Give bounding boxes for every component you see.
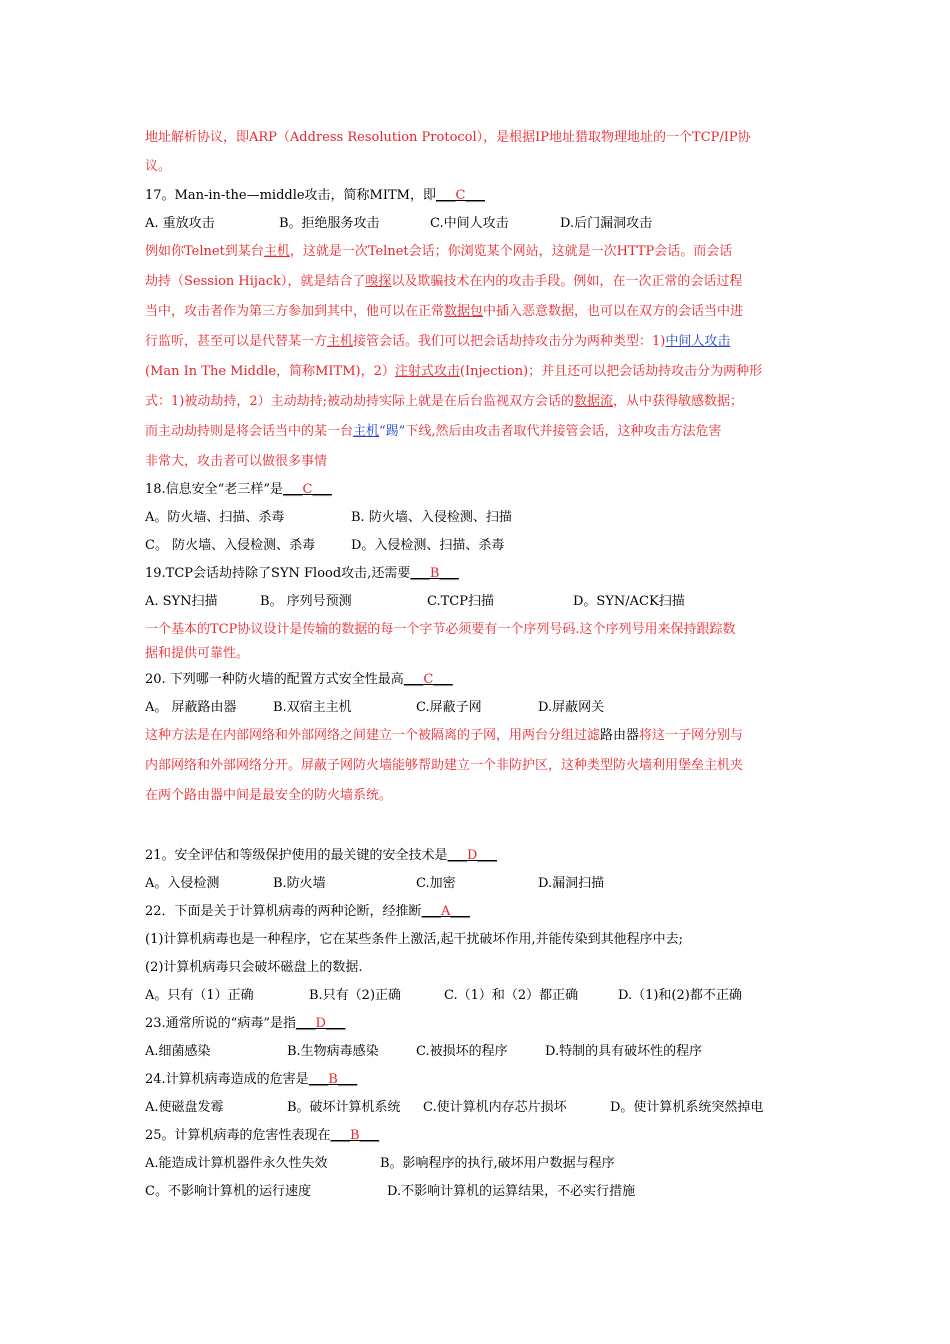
q19-option-b: B。 序列号预测 (260, 594, 352, 609)
q19-option-a: A. SYN扫描 (145, 594, 218, 609)
link-packet[interactable]: 数据包 (444, 304, 484, 319)
q17-option-b: B。拒绝服务攻击 (279, 216, 380, 231)
q18-option-a: A。防火墙、扫描、杀毒 (145, 510, 285, 525)
q25-stem: 25。计算机病毒的危害性表现在___B___ (145, 1128, 380, 1143)
q17-explanation-line-4: 行监听，甚至可以是代替某一方主机接管会话。我们可以把会话劫持攻击分为两种类型：1)中间人攻击 (145, 334, 731, 349)
q20-explanation-line-2: 内部网络和外部网络分开。屏蔽子网防火墙能够帮助建立一个非防护区，这种类型防火墙利用堡垒主机夹 (145, 758, 744, 773)
q17-explanation-line-5: (Man In The Middle，简称MITM)，2）注射式攻击(Injection)；并且还可以把会话劫持攻击分为两种形 (145, 364, 763, 379)
q21-option-c: C.加密 (416, 876, 456, 891)
q22-option-b: B.只有（2)正确 (309, 988, 402, 1003)
q22-option-a: A。只有（1）正确 (145, 988, 254, 1003)
q19-option-c: C.TCP扫描 (427, 594, 494, 609)
q24-option-d: D。使计算机系统突然掉电 (610, 1100, 764, 1115)
q21-stem: 21。安全评估和等级保护使用的最关键的安全技术是___D___ (145, 848, 497, 863)
q25-option-a: A.能造成计算机器件永久性失效 (145, 1156, 328, 1171)
q17-option-d: D.后门漏洞攻击 (560, 216, 653, 231)
q18-option-c: C。 防火墙、入侵检测、杀毒 (145, 538, 316, 553)
q21-option-d: D.漏洞扫描 (538, 876, 605, 891)
q20-answer: C (423, 672, 434, 687)
q22-statement-2: (2)计算机病毒只会破坏磁盘上的数据. (145, 960, 363, 975)
q18-stem: 18.信息安全“老三样”是___C___ (145, 482, 332, 497)
q17-explanation-line-3: 当中，攻击者作为第三方参加到其中，他可以在正常数据包中插入恶意数据，也可以在双方的会话当中进 (145, 304, 744, 319)
q24-option-c: C.使计算机内存芯片损坏 (423, 1100, 567, 1115)
q25-answer: B (350, 1128, 360, 1143)
q20-option-a: A。 屏蔽路由器 (145, 700, 237, 715)
q20-explanation-line-3: 在两个路由器中间是最安全的防火墙系统。 (145, 788, 393, 803)
link-injection[interactable]: 注射式攻击 (394, 364, 460, 379)
q22-option-c: C.（1）和（2）都正确 (444, 988, 579, 1003)
q19-stem: 19.TCP会话劫持除了SYN Flood攻击,还需要___B___ (145, 566, 459, 581)
q23-option-d: D.特制的具有破坏性的程序 (545, 1044, 703, 1059)
q17-explanation-line-7: 而主动劫持则是将会话当中的某一台主机“踢”下线,然后由攻击者取代并接管会话，这种攻击方法危害 (145, 424, 722, 439)
q19-explanation-line-1: 一个基本的TCP协议设计是传输的数据的每一个字节必须要有一个序列号码.这个序列号用来保持跟踪数 (145, 622, 736, 637)
link-host-2[interactable]: 主机 (327, 334, 354, 349)
q23-option-b: B.生物病毒感染 (287, 1044, 379, 1059)
q24-option-b: B。破坏计算机系统 (287, 1100, 401, 1115)
q20-stem: 20. 下列哪一种防火墙的配置方式安全性最高___C___ (145, 672, 453, 687)
q22-stem: 22．下面是关于计算机病毒的两种论断，经推断___A___ (145, 904, 470, 919)
q22-answer: A (441, 904, 451, 919)
q18-option-b: B. 防火墙、入侵检测、扫描 (351, 510, 512, 525)
q17-answer: C (455, 188, 466, 203)
q20-option-c: C.屏蔽子网 (416, 700, 482, 715)
q17-explanation-line-6: 式：1)被动劫持，2）主动劫持;被动劫持实际上就是在后台监视双方会话的数据流，从中获得敏感数据； (145, 394, 744, 409)
q19-answer: B (429, 566, 440, 581)
q18-answer: C (302, 482, 313, 497)
q17-explanation-line-8: 非常大，攻击者可以做很多事情 (145, 454, 328, 469)
q21-answer: D (467, 848, 478, 863)
link-sniff[interactable]: 嗅探 (365, 274, 392, 289)
q17-option-a: A. 重放攻击 (145, 216, 215, 231)
q24-stem: 24.计算机病毒造成的危害是___B___ (145, 1072, 358, 1087)
q25-option-b: B。影响程序的执行,破坏用户数据与程序 (380, 1156, 615, 1171)
link-host-3[interactable]: 主机 (353, 424, 380, 439)
q17-explanation-line-2: 劫持（Session Hijack），就是结合了嗅探以及欺骗技术在内的攻击手段。例如，在一次正常的会话过程 (145, 274, 743, 289)
q17-option-c: C.中间人攻击 (430, 216, 509, 231)
q25-option-c: C。不影响计算机的运行速度 (145, 1184, 311, 1199)
q24-option-a: A.使磁盘发霉 (145, 1100, 224, 1115)
q22-statement-1: (1)计算机病毒也是一种程序，它在某些条件上激活,起干扰破坏作用,并能传染到其他程序中去; (145, 932, 684, 947)
q23-stem: 23.通常所说的“病毒”是指___D___ (145, 1016, 346, 1031)
q23-answer: D (315, 1016, 326, 1031)
q20-option-d: D.屏蔽网关 (538, 700, 605, 715)
link-host[interactable]: 主机 (263, 244, 290, 259)
q17-stem: 17。Man-in-the—middle攻击，简称MITM，即___C___ (145, 188, 485, 203)
q17-explanation-line-1: 例如你Telnet到某台主机，这就是一次Telnet会话；你浏览某个网站，这就是一次HTTP会话。而会话 (145, 244, 733, 259)
q25-option-d: D.不影响计算机的运算结果，不必实行措施 (387, 1184, 636, 1199)
q21-option-a: A。入侵检测 (145, 876, 220, 891)
q19-explanation-line-2: 据和提供可靠性。 (145, 646, 250, 661)
q20-explanation-line-1: 这种方法是在内部网络和外部网络之间建立一个被隔离的子网，用两台分组过滤路由器将这一子网分别与 (145, 728, 744, 743)
q23-option-a: A.细菌感染 (145, 1044, 211, 1059)
q23-option-c: C.被损坏的程序 (416, 1044, 508, 1059)
q21-option-b: B.防火墙 (273, 876, 326, 891)
arp-explanation-line-2: 议。 (145, 159, 172, 174)
link-data-flow[interactable]: 数据流 (574, 394, 614, 409)
q20-option-b: B.双宿主主机 (273, 700, 352, 715)
q19-option-d: D。SYN/ACK扫描 (573, 594, 685, 609)
link-mitm[interactable]: 中间人攻击 (665, 334, 731, 349)
arp-explanation-line-1: 地址解析协议，即ARP（Address Resolution Protocol），是根据IP地址猎取物理地址的一个TCP/IP协 (145, 130, 751, 145)
q24-answer: B (328, 1072, 338, 1087)
q22-option-d: D.（1)和(2)都不正确 (618, 988, 742, 1003)
q18-option-d: D。入侵检测、扫描、杀毒 (351, 538, 505, 553)
